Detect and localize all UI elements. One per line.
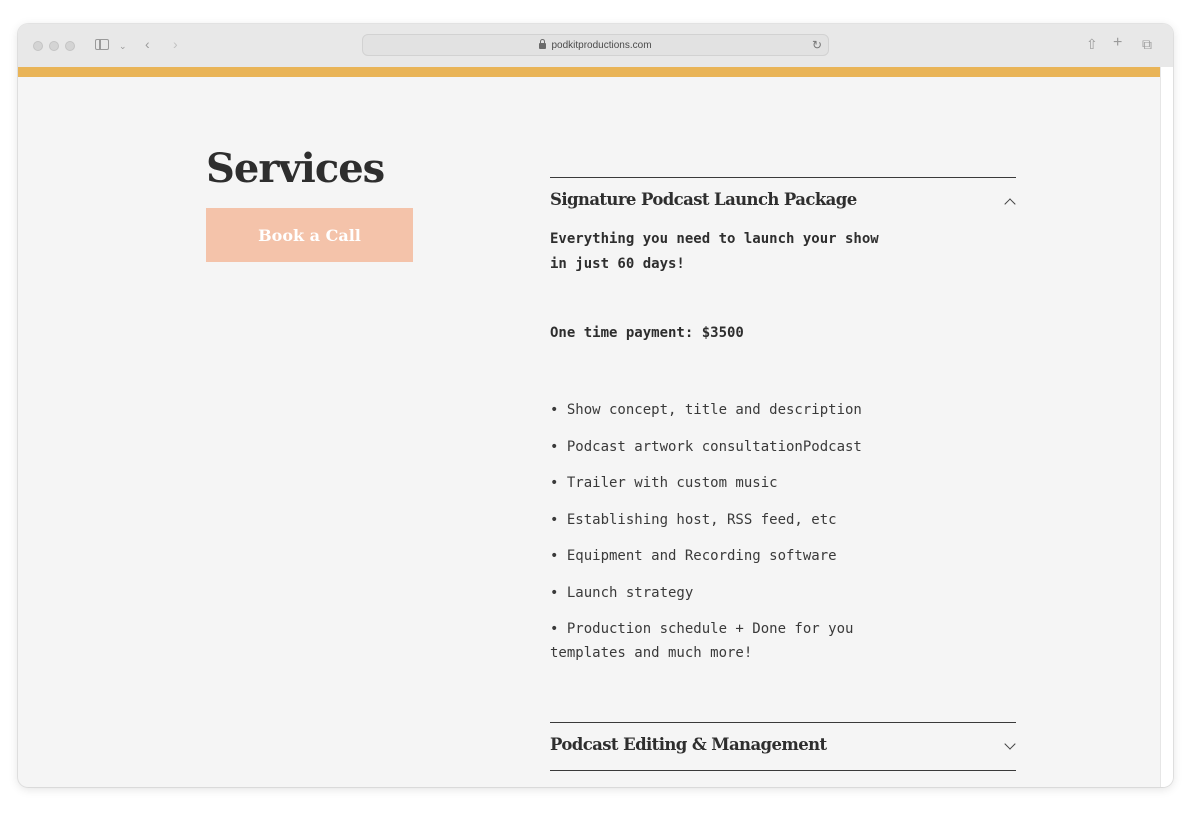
close-window-button[interactable] bbox=[33, 41, 43, 51]
new-tab-icon[interactable]: + bbox=[1113, 34, 1123, 51]
chevron-up-icon[interactable] bbox=[1004, 198, 1015, 209]
url-text: podkitproductions.com bbox=[551, 39, 652, 51]
feature-item: • Equipment and Recording software bbox=[550, 548, 837, 564]
chevron-down-icon[interactable] bbox=[1004, 738, 1015, 749]
accordion-title-launch-package[interactable]: Signature Podcast Launch Package bbox=[550, 190, 857, 209]
accordion-title-editing-management[interactable]: Podcast Editing & Management bbox=[550, 735, 827, 754]
scrollbar-track[interactable] bbox=[1160, 67, 1173, 787]
feature-item: • Production schedule + Done for you templates and much more! bbox=[550, 621, 854, 661]
page-title: Services bbox=[206, 145, 385, 192]
sidebar-toggle-icon[interactable] bbox=[95, 39, 109, 50]
feature-item: • Podcast artwork consultationPodcast bbox=[550, 438, 862, 455]
share-icon[interactable]: ⇧ bbox=[1086, 36, 1098, 52]
tab-overview-icon[interactable]: ⧉ bbox=[1142, 36, 1152, 52]
address-bar[interactable] bbox=[362, 34, 829, 56]
accordion-divider bbox=[550, 722, 1016, 723]
feature-item: • Show concept, title and description bbox=[550, 402, 862, 418]
service-price: One time payment: $3500 bbox=[550, 325, 744, 341]
back-arrow-icon[interactable]: ‹ bbox=[145, 36, 150, 52]
forward-arrow-icon[interactable]: › bbox=[173, 36, 178, 52]
zoom-window-button[interactable] bbox=[65, 41, 75, 51]
minimize-window-button[interactable] bbox=[49, 41, 59, 51]
feature-item: • Establishing host, RSS feed, etc bbox=[550, 511, 837, 528]
feature-item: • Launch strategy bbox=[550, 584, 694, 601]
accordion-divider bbox=[550, 177, 1016, 178]
lock-icon bbox=[539, 43, 546, 49]
accent-bar bbox=[18, 67, 1161, 77]
chevron-down-icon[interactable]: ⌄ bbox=[119, 41, 127, 51]
feature-list bbox=[550, 398, 890, 678]
accordion-divider bbox=[550, 770, 1016, 771]
service-intro: Everything you need to launch your show in just 60 days! bbox=[550, 231, 879, 272]
window-controls bbox=[33, 41, 75, 51]
reload-icon[interactable]: ↻ bbox=[811, 38, 822, 52]
browser-toolbar bbox=[18, 24, 1173, 68]
browser-window bbox=[18, 24, 1173, 787]
book-a-call-button[interactable]: Book a Call bbox=[206, 208, 413, 262]
feature-item: • Trailer with custom music bbox=[550, 475, 778, 491]
